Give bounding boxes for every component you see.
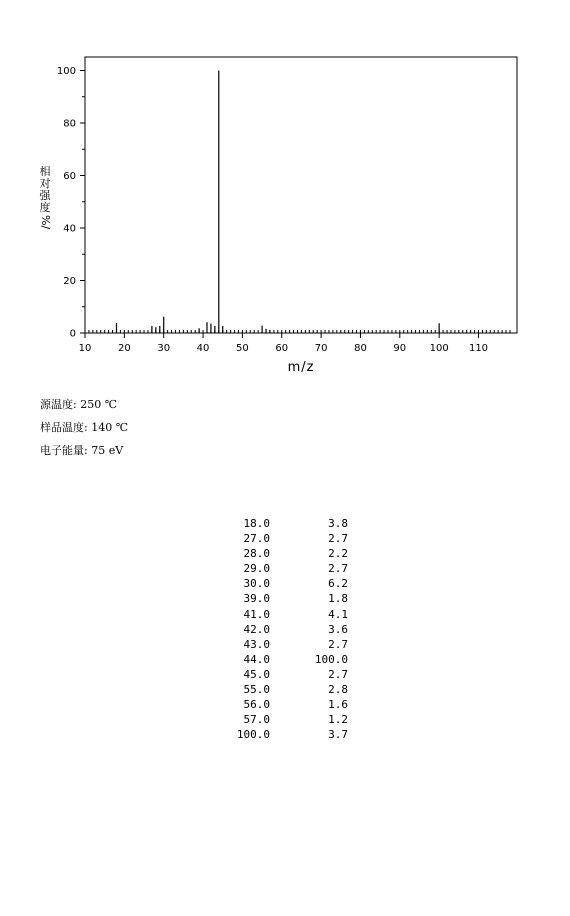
table-row xyxy=(230,667,348,682)
mz-cell: 43.0 xyxy=(243,637,270,651)
table-row xyxy=(230,531,348,546)
x-tick-label: 20 xyxy=(117,343,131,354)
table-row xyxy=(230,622,348,637)
table-row xyxy=(230,652,348,667)
y-axis-label-unit: %/ xyxy=(39,215,52,230)
abundance-cell: 3.7 xyxy=(328,728,348,742)
y-axis-label xyxy=(38,166,52,228)
mz-cell: 100.0 xyxy=(236,728,270,742)
mz-cell: 42.0 xyxy=(243,622,270,636)
abundance-cell: 2.7 xyxy=(328,637,348,651)
table-row xyxy=(230,516,348,531)
electron-energy xyxy=(40,442,123,458)
table-row xyxy=(230,607,348,622)
table-row xyxy=(230,712,348,727)
mz-cell: 18.0 xyxy=(243,517,270,530)
sample-temperature xyxy=(40,419,128,435)
abundance-cell: 4.1 xyxy=(328,607,348,621)
x-tick-label: 90 xyxy=(393,343,407,354)
y-axis-label-char-4: 度 xyxy=(39,201,51,214)
abundance-cell: 3.6 xyxy=(328,622,348,636)
abundance-cell: 1.8 xyxy=(328,592,348,606)
electron-energy-text: 电子能量: 75 eV xyxy=(40,444,124,457)
x-tick-label: 60 xyxy=(275,343,289,354)
mz-cell: 39.0 xyxy=(243,592,270,606)
mass-spectrum-chart xyxy=(0,0,570,380)
mz-cell: 28.0 xyxy=(243,547,270,561)
y-tick-label: 60 xyxy=(63,171,76,182)
x-tick-label: 30 xyxy=(157,343,171,354)
table-row xyxy=(230,727,348,742)
y-tick-label: 100 xyxy=(56,66,76,77)
table-row xyxy=(230,561,348,576)
abundance-cell: 1.2 xyxy=(328,713,348,727)
table-row xyxy=(230,637,348,652)
y-axis-label-char-1: 相 xyxy=(39,165,51,178)
table-row xyxy=(230,591,348,606)
x-tick-label: 40 xyxy=(196,343,210,354)
source-temperature-text: 源温度: 250 ℃ xyxy=(40,398,117,411)
mz-cell: 41.0 xyxy=(243,607,270,621)
abundance-cell: 2.8 xyxy=(328,683,348,697)
x-tick-label: 10 xyxy=(78,343,92,354)
table-row xyxy=(230,576,348,591)
x-tick-label: 50 xyxy=(236,343,249,354)
y-axis-label-char-2: 对 xyxy=(39,177,51,190)
abundance-cell: 1.6 xyxy=(328,698,348,712)
source-temperature xyxy=(40,396,117,412)
sample-temperature-text: 样品温度: 140 ℃ xyxy=(40,421,128,434)
table-row xyxy=(230,546,348,561)
y-tick-label: 40 xyxy=(63,223,76,235)
y-tick-label: 0 xyxy=(69,328,76,340)
x-axis-label: m/z xyxy=(287,360,315,375)
mz-cell: 30.0 xyxy=(243,577,270,591)
mz-cell: 44.0 xyxy=(243,652,270,666)
mz-cell: 27.0 xyxy=(243,532,270,546)
mz-cell: 57.0 xyxy=(243,713,270,727)
mz-cell: 56.0 xyxy=(243,698,270,712)
abundance-cell: 3.8 xyxy=(328,517,348,530)
abundance-cell: 2.7 xyxy=(328,667,348,681)
mz-cell: 55.0 xyxy=(243,683,270,697)
x-tick-label: 100 xyxy=(429,343,449,354)
plot-frame xyxy=(85,57,517,333)
mz-cell: 45.0 xyxy=(243,667,270,681)
y-tick-label: 80 xyxy=(63,118,76,130)
abundance-cell: 2.7 xyxy=(328,532,348,546)
abundance-cell: 2.7 xyxy=(328,562,348,576)
abundance-cell: 2.2 xyxy=(328,547,348,561)
peak-table xyxy=(230,516,348,742)
x-tick-label: 110 xyxy=(468,343,489,354)
table-row xyxy=(230,697,348,712)
mz-cell: 29.0 xyxy=(243,562,270,576)
y-axis-ticks xyxy=(57,66,85,340)
peak-bars xyxy=(116,71,439,334)
x-tick-label: 70 xyxy=(314,343,328,354)
y-tick-label: 20 xyxy=(63,276,76,287)
y-axis-label-char-3: 强 xyxy=(39,189,51,202)
abundance-cell: 6.2 xyxy=(328,577,348,591)
abundance-cell: 100.0 xyxy=(314,652,348,666)
table-row xyxy=(230,682,348,697)
x-tick-label: 80 xyxy=(354,343,367,354)
x-axis-ticks xyxy=(79,333,488,354)
